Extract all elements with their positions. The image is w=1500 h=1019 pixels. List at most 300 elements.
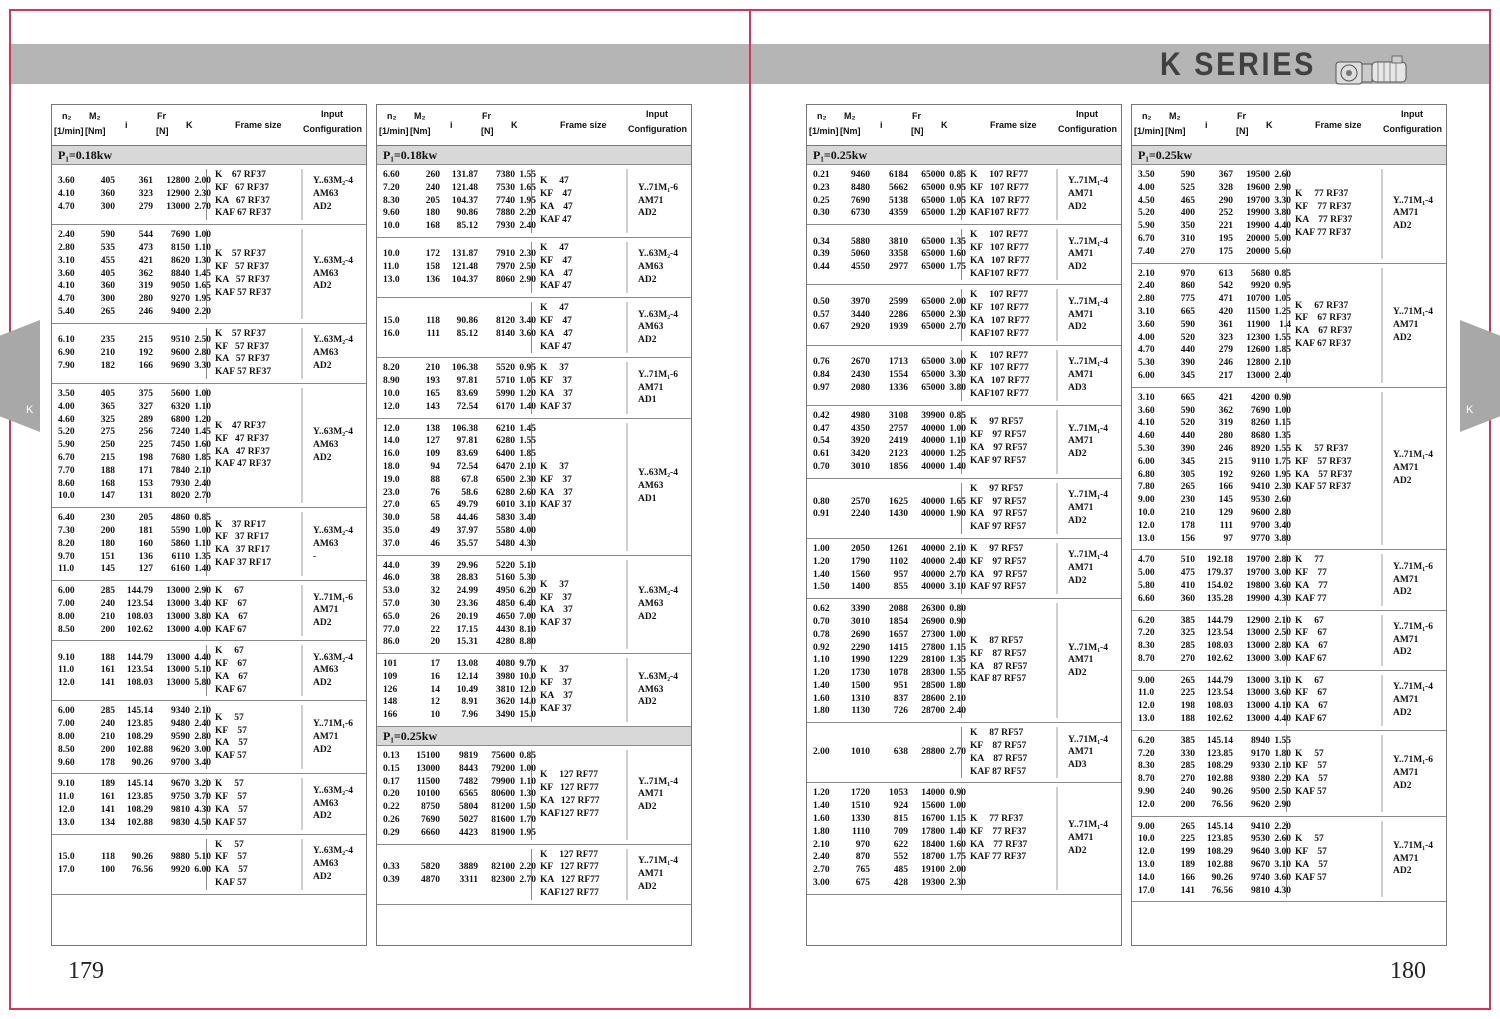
value-cell: 123.54 <box>1206 688 1233 699</box>
table-row <box>383 696 536 709</box>
value-cell: 230 <box>100 513 115 524</box>
input-configs <box>1056 543 1121 594</box>
value-cell: 123.85 <box>1206 834 1233 845</box>
value-cell: 2.60 <box>519 487 536 498</box>
value-cell: 2670 <box>851 356 870 367</box>
value-cell: 375 <box>138 388 153 399</box>
input-configs <box>626 302 691 353</box>
value-cell: 471 <box>1218 294 1233 305</box>
frame-size: K 67 <box>215 646 244 657</box>
value-cell: 151 <box>100 551 115 562</box>
value-cell: 2.00 <box>949 865 966 876</box>
value-cell: 102.88 <box>1206 860 1233 871</box>
input-config: AD2 <box>313 678 332 689</box>
input-config: AM63 <box>313 665 339 676</box>
value-cell: 2.40 <box>1138 281 1155 292</box>
table-row <box>1138 469 1291 482</box>
value-cell: 127 <box>425 436 440 447</box>
value-cell: 1.35 <box>1274 431 1291 442</box>
input-config: AD2 <box>1393 866 1412 877</box>
frame-size: KF 127 RF77 <box>540 862 599 873</box>
value-cell: 88 <box>430 474 440 485</box>
value-cell: 13000 <box>1246 701 1270 712</box>
input-config: AM63 <box>313 798 339 809</box>
value-cell: 9690 <box>171 360 190 371</box>
table-row <box>58 255 211 268</box>
value-cell: 6.70 <box>1138 233 1155 244</box>
value-cell: 3.80 <box>949 382 966 393</box>
frame-size: KA 47 <box>540 201 573 212</box>
value-cell: 2.10 <box>1274 615 1291 626</box>
value-cell: 3889 <box>459 862 478 873</box>
value-cell: 7.00 <box>519 611 536 622</box>
value-cell: 3.70 <box>194 792 211 803</box>
group-values <box>377 658 536 722</box>
value-cell: 123.85 <box>1206 748 1233 759</box>
header-i: i <box>450 120 453 130</box>
value-cell: 1.80 <box>813 826 830 837</box>
value-cell: 12.14 <box>456 671 478 682</box>
input-config: AM71 <box>1068 502 1094 513</box>
header-n: [N] <box>1236 126 1249 136</box>
frame-size: KA 57 <box>1295 774 1328 785</box>
data-group <box>1132 388 1446 551</box>
value-cell: 2.80 <box>194 732 211 743</box>
value-cell: 16.0 <box>383 449 400 460</box>
value-cell: 951 <box>893 680 908 691</box>
table-header <box>1132 105 1446 146</box>
group-values <box>807 229 966 280</box>
table-row <box>383 220 536 233</box>
value-cell: 726 <box>893 706 908 717</box>
frame-sizes <box>1287 735 1381 812</box>
table-row <box>1138 593 1291 606</box>
frame-size: KA 37 <box>540 605 573 616</box>
table-row <box>1138 885 1291 898</box>
value-cell: 1.50 <box>519 802 536 813</box>
input-configs <box>626 560 691 650</box>
value-cell: 7240 <box>171 427 190 438</box>
value-cell: 5590 <box>171 525 190 536</box>
frame-sizes <box>207 512 301 576</box>
value-cell: 1.40 <box>519 401 536 412</box>
table-row <box>1138 169 1291 182</box>
input-config: AM63 <box>638 684 664 695</box>
value-cell: 2.60 <box>1274 495 1291 506</box>
header-rpm: [1/min] <box>809 126 839 136</box>
frame-size: K 47 RF37 <box>215 420 266 431</box>
data-group <box>52 701 366 774</box>
data-group <box>377 654 691 727</box>
table-filler <box>1132 902 1446 945</box>
input-config: AD2 <box>313 281 332 292</box>
input-config: AD2 <box>1068 668 1087 679</box>
group-values <box>807 543 966 594</box>
table-row <box>1138 182 1291 195</box>
value-cell: 260 <box>425 170 440 180</box>
frame-sizes <box>1287 392 1381 546</box>
value-cell: 542 <box>1218 281 1233 292</box>
input-config: Y..63M₂-4 <box>638 468 678 479</box>
table-row <box>813 435 966 448</box>
frame-sizes <box>1287 554 1381 605</box>
value-cell: 4.00 <box>58 401 75 412</box>
table-row <box>383 684 536 697</box>
header-k: K <box>941 120 948 130</box>
header-n: [N] <box>156 126 169 136</box>
table-row <box>383 801 536 814</box>
input-config: Y..71M₁-4 <box>1068 296 1108 307</box>
table-row <box>813 195 966 208</box>
frame-size: K 47 <box>540 303 569 314</box>
table-row <box>58 551 211 564</box>
value-cell: 590 <box>100 230 115 241</box>
data-group <box>377 358 691 418</box>
value-cell: 168 <box>425 221 440 232</box>
value-cell: 13.0 <box>1138 533 1155 544</box>
frame-size: KF 107 RF77 <box>970 363 1029 374</box>
value-cell: 7690 <box>421 815 440 826</box>
frame-sizes <box>962 229 1056 280</box>
value-cell: 525 <box>1180 182 1195 193</box>
value-cell: 7.70 <box>58 465 75 476</box>
value-cell: 85.12 <box>456 328 478 339</box>
frame-size: KA 37 RF17 <box>215 545 270 556</box>
value-cell: 28800 <box>921 747 945 758</box>
header-i: i <box>125 120 128 130</box>
table-row <box>813 680 966 693</box>
frame-size: KA 97 RF57 <box>970 569 1028 580</box>
input-configs <box>1381 392 1446 546</box>
header-input: Input <box>321 109 343 119</box>
value-cell: 765 <box>855 865 870 876</box>
value-cell: 0.85 <box>519 751 536 762</box>
input-config: AD2 <box>1068 575 1087 586</box>
value-cell: 15.0 <box>519 710 536 721</box>
value-cell: 44.46 <box>456 513 478 524</box>
table-row <box>1138 872 1291 885</box>
value-cell: 240 <box>100 719 115 730</box>
group-values <box>1132 675 1291 726</box>
value-cell: 6210 <box>496 423 515 434</box>
input-config: AD2 <box>1393 707 1412 718</box>
header-input: Input <box>1076 109 1098 119</box>
value-rows <box>383 169 536 233</box>
value-cell: 5990 <box>496 388 515 399</box>
group-values <box>52 328 211 379</box>
table-row <box>58 439 211 452</box>
value-cell: 18400 <box>921 839 945 850</box>
value-cell: 2.10 <box>949 543 966 554</box>
group-values <box>52 388 211 503</box>
table-row <box>813 496 966 509</box>
value-cell: 1.75 <box>949 262 966 273</box>
group-values <box>377 423 536 551</box>
value-cell: 8.70 <box>1138 653 1155 664</box>
group-values <box>52 705 211 769</box>
value-cell: 8060 <box>496 274 515 285</box>
value-cell: 210 <box>100 732 115 743</box>
value-cell: 4950 <box>496 586 515 597</box>
frame-size: KF 67 RF37 <box>1295 313 1352 324</box>
data-group <box>1132 550 1446 610</box>
series-title: K SERIES <box>1160 46 1317 82</box>
frame-sizes <box>207 169 301 220</box>
frame-size: KAF 47 RF37 <box>215 459 272 470</box>
frame-size: KF 37 <box>540 376 572 387</box>
table-row <box>1138 687 1291 700</box>
value-cell: 1.20 <box>949 208 966 219</box>
frame-size: KAF107 RF77 <box>970 388 1029 399</box>
header-n2: n₂ <box>817 111 827 121</box>
value-cell: 182 <box>100 360 115 371</box>
value-cell: 361 <box>1218 319 1233 330</box>
frame-sizes <box>532 169 626 233</box>
frame-size: KAF107 RF77 <box>970 268 1029 279</box>
value-cell: 970 <box>855 839 870 850</box>
frame-size: KA 67 <box>215 671 248 682</box>
value-cell: 1.55 <box>519 436 536 447</box>
table-row <box>1138 615 1291 628</box>
value-cell: 3311 <box>459 875 478 886</box>
value-cell: 5804 <box>459 802 478 813</box>
data-group <box>377 746 691 845</box>
value-cell: 0.23 <box>813 182 830 193</box>
input-config: Y..71M₁-4 <box>1393 840 1433 851</box>
value-cell: 1.60 <box>813 814 830 825</box>
value-rows <box>383 658 536 722</box>
value-cell: 7.00 <box>58 719 75 730</box>
data-group <box>377 845 691 905</box>
value-cell: 97.81 <box>456 376 478 387</box>
frame-size: KAF 67 RF37 <box>215 208 272 219</box>
value-cell: 46 <box>430 538 440 549</box>
value-rows <box>813 356 966 394</box>
value-cell: 8140 <box>496 328 515 339</box>
value-cell: 1.45 <box>194 427 211 438</box>
table-row <box>813 296 966 309</box>
value-cell: 37.0 <box>383 538 400 549</box>
value-cell: 65000 <box>921 208 945 219</box>
value-cell: 39 <box>430 560 440 571</box>
value-rows <box>383 315 536 341</box>
value-cell: 192 <box>1218 469 1233 480</box>
value-cell: 0.26 <box>383 815 400 826</box>
table-row <box>813 556 966 569</box>
value-cell: 17 <box>430 659 440 670</box>
value-cell: 6.60 <box>383 170 400 180</box>
value-cell: 9410 <box>1251 482 1270 493</box>
input-config: Y..63M₂-4 <box>638 249 678 260</box>
group-values <box>807 410 966 474</box>
table-row <box>383 861 536 874</box>
value-cell: 6.40 <box>519 598 536 609</box>
input-config: AM71 <box>1393 208 1419 219</box>
input-config: AM63 <box>638 262 664 273</box>
value-cell: 1.10 <box>194 538 211 549</box>
value-cell: 235 <box>100 335 115 346</box>
value-cell: 188 <box>100 652 115 663</box>
value-cell: 1510 <box>851 801 870 812</box>
table-row <box>58 401 211 414</box>
value-cell: 455 <box>100 255 115 266</box>
group-values <box>52 778 211 829</box>
value-cell: 4.30 <box>1274 593 1291 604</box>
value-cell: 1.35 <box>194 551 211 562</box>
input-config: AM71 <box>1068 833 1094 844</box>
value-cell: 22 <box>430 624 440 635</box>
input-config: AD2 <box>1393 221 1412 232</box>
value-cell: 12 <box>430 697 440 708</box>
value-cell: 3440 <box>851 309 870 320</box>
input-config: AM63 <box>313 268 339 279</box>
value-cell: 3980 <box>496 671 515 682</box>
value-cell: 5520 <box>496 363 515 374</box>
input-configs <box>626 750 691 840</box>
value-cell: 2.80 <box>1274 555 1291 566</box>
input-config: Y..71M₁-6 <box>1393 755 1433 766</box>
group-values <box>52 585 211 636</box>
value-cell: 305 <box>1180 469 1195 480</box>
input-config: AD2 <box>638 274 657 285</box>
value-cell: 3.60 <box>58 268 75 279</box>
input-config: AM71 <box>638 382 664 393</box>
frame-size: KAF 77 RF37 <box>970 852 1027 863</box>
frame-size: KAF 57 <box>215 817 247 828</box>
value-cell: 188 <box>100 465 115 476</box>
table-row <box>1138 430 1291 443</box>
value-cell: 28500 <box>921 680 945 691</box>
input-config: Y..63M₂-4 <box>313 427 353 438</box>
value-cell: 171 <box>138 465 153 476</box>
value-cell: 0.67 <box>813 322 830 333</box>
input-configs <box>1056 169 1121 220</box>
table-row <box>813 654 966 667</box>
value-cell: 0.95 <box>519 363 536 374</box>
value-cell: 3.40 <box>194 598 211 609</box>
value-cell: 11500 <box>1246 306 1270 317</box>
data-group <box>52 165 366 225</box>
value-cell: 19700 <box>1246 568 1270 579</box>
value-cell: 79200 <box>491 763 515 774</box>
header-config: Configuration <box>303 124 362 134</box>
table-row <box>1138 392 1291 405</box>
table-row <box>383 525 536 538</box>
value-cell: 5.20 <box>58 427 75 438</box>
value-cell: 32 <box>430 586 440 597</box>
value-cell: 8.60 <box>58 478 75 489</box>
value-cell: 285 <box>100 706 115 717</box>
value-cell: 535 <box>100 242 115 253</box>
value-cell: 3.40 <box>1274 520 1291 531</box>
frame-size: K 57 <box>215 712 244 723</box>
value-cell: 156 <box>1180 533 1195 544</box>
value-cell: 0.54 <box>813 436 830 447</box>
value-cell: 11.0 <box>58 564 75 575</box>
header-nm: [Nm] <box>840 126 861 136</box>
value-cell: 9920 <box>171 865 190 876</box>
value-cell: 2.30 <box>519 249 536 260</box>
value-cell: 9510 <box>171 335 190 346</box>
table-row <box>813 603 966 616</box>
value-cell: 270 <box>1180 653 1195 664</box>
header-input: Input <box>646 109 668 119</box>
value-cell: 5880 <box>851 236 870 247</box>
input-config: AD2 <box>1068 322 1087 333</box>
frame-sizes <box>532 362 626 413</box>
group-values <box>1132 615 1291 666</box>
value-cell: 2.90 <box>194 586 211 597</box>
frame-size: KF 47 <box>540 315 572 326</box>
value-cell: 1.00 <box>1274 405 1291 416</box>
frame-size: K 57 <box>215 779 244 790</box>
input-config: Y..71M₁-4 <box>1393 195 1433 206</box>
value-cell: 11.0 <box>58 792 75 803</box>
frame-sizes <box>207 229 301 319</box>
value-cell: 285 <box>100 586 115 597</box>
value-cell: 205 <box>138 513 153 524</box>
value-cell: 9620 <box>1251 799 1270 810</box>
table-row <box>383 207 536 220</box>
frame-sizes <box>962 169 1056 220</box>
value-cell: 4423 <box>459 827 478 838</box>
value-rows <box>383 248 536 286</box>
value-cell: 10700 <box>1246 294 1270 305</box>
value-cell: 4.60 <box>1138 431 1155 442</box>
frame-sizes <box>962 483 1056 534</box>
data-group <box>52 384 366 508</box>
frame-size: KF 57 <box>215 852 247 863</box>
value-cell: 9750 <box>171 792 190 803</box>
value-cell: 109 <box>425 449 440 460</box>
value-cell: 8.10 <box>519 624 536 635</box>
input-config: AD2 <box>638 335 657 346</box>
value-cell: 6.00 <box>1138 370 1155 381</box>
group-values <box>377 560 536 650</box>
value-cell: 285 <box>1180 761 1195 772</box>
value-cell: 7450 <box>171 440 190 451</box>
input-configs <box>626 423 691 551</box>
table-row <box>813 581 966 594</box>
value-cell: 0.90 <box>1274 392 1291 403</box>
input-config: Y..71M₁-4 <box>1393 682 1433 693</box>
value-cell: 2088 <box>889 604 908 615</box>
value-cell: 3420 <box>851 449 870 460</box>
value-cell: 325 <box>1180 628 1195 639</box>
table-row <box>383 874 536 887</box>
value-cell: 8840 <box>171 268 190 279</box>
value-cell: 0.44 <box>813 262 830 273</box>
table-row <box>58 778 211 791</box>
value-cell: 0.85 <box>949 170 966 180</box>
value-cell: 1.00 <box>194 388 211 399</box>
data-group <box>52 774 366 834</box>
value-cell: 2.90 <box>519 274 536 285</box>
value-rows <box>58 388 211 503</box>
value-cell: 198 <box>1180 701 1195 712</box>
value-cell: 9.10 <box>58 779 75 790</box>
value-cell: 475 <box>1180 568 1195 579</box>
value-cell: 510 <box>1180 555 1195 566</box>
value-cell: 2.00 <box>813 747 830 758</box>
value-cell: 1336 <box>889 382 908 393</box>
value-cell: 1730 <box>851 668 870 679</box>
value-cell: 4650 <box>496 611 515 622</box>
value-cell: 104.37 <box>451 195 478 206</box>
value-rows <box>58 705 211 769</box>
value-cell: 4870 <box>421 875 440 886</box>
table-row <box>58 268 211 281</box>
